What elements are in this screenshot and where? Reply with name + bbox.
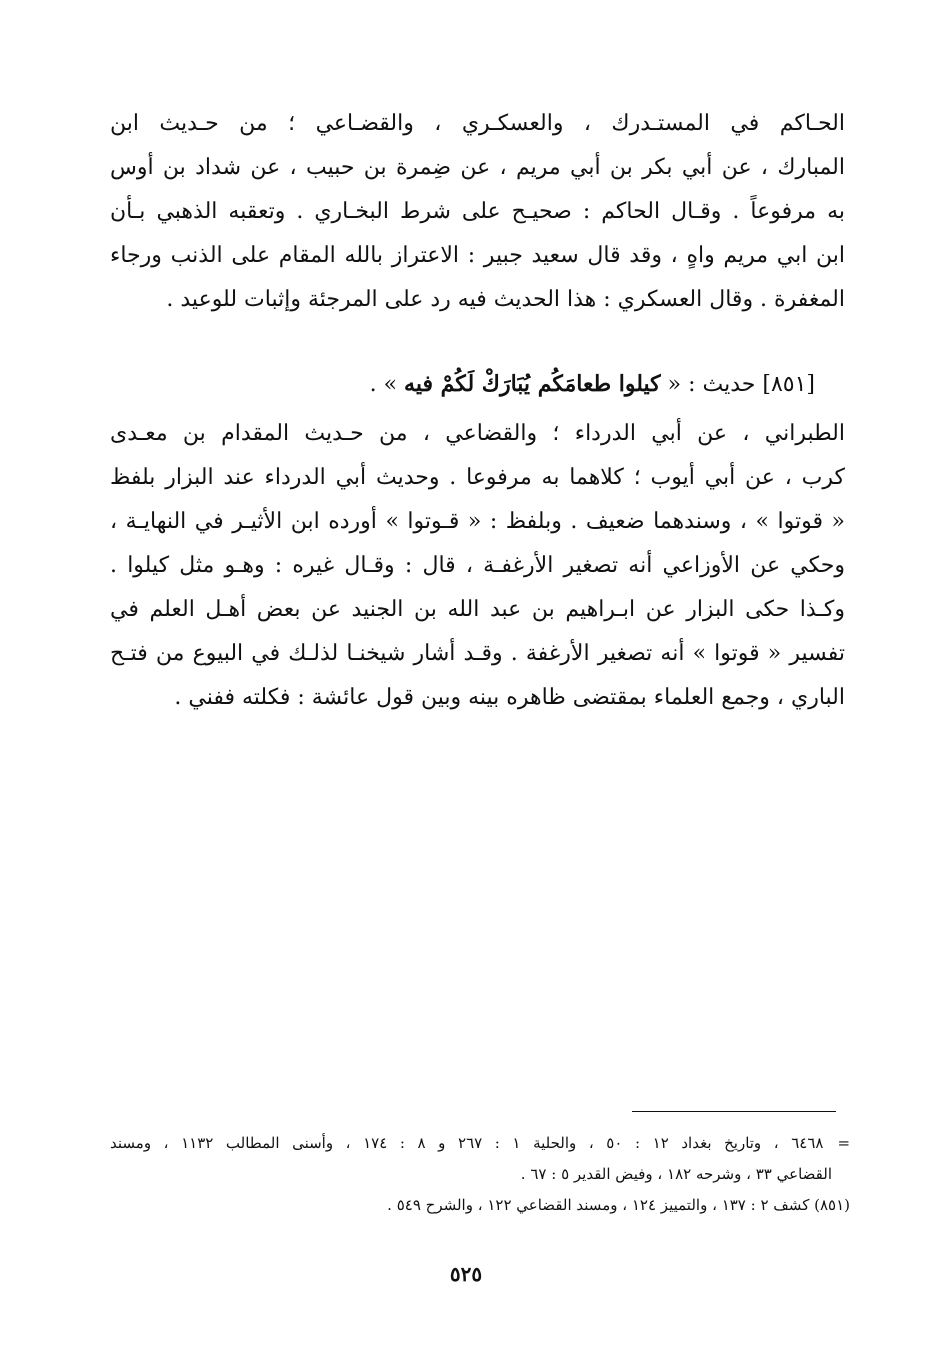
continuation-mark: = xyxy=(837,1134,850,1152)
text-line: تفسير « قوتوا » أنه تصغير الأرغفة . وقـد أشار شيخنـا لذلـك في البيوع من فتـح xyxy=(110,641,845,666)
footnotes xyxy=(110,1128,850,1221)
text-line: ابن ابي مريم واهٍ ، وقد قال سعيد جبير : الاعتراز بالله المقام على الذنب ورجاء xyxy=(110,243,845,268)
text-line: الحـاكم في المستـدرك ، والعسكـري ، والقضـاعي ؛ من حـديث ابن xyxy=(110,111,845,136)
hadith-closing: » . xyxy=(369,372,398,397)
footnote-divider xyxy=(632,1111,836,1112)
text-line: الطبراني ، عن أبي الدرداء ؛ والقضاعي ، من حـديث المقدام بن معـدى xyxy=(110,421,845,446)
text-line: المبارك ، عن أبي بكر بن أبي مريم ، عن ضِمرة بن حبيب ، عن شداد بن أوس xyxy=(110,155,845,180)
paragraph-continuation xyxy=(110,102,845,322)
text-line: وحكي عن الأوزاعي أنه تصغير الأرغفـة ، قال : وقـال غيره : وهـو مثل كيلوا . xyxy=(110,553,845,578)
text-line: كرب ، عن أبي أيوب ؛ كلاهما به مرفوعا . وحديث أبي الدرداء عند البزار بلفظ xyxy=(110,465,845,490)
text-line: وكـذا حكى البزار عن ابـراهيم بن عبد الله بن الجنيد عن بعض أهـل العلم في xyxy=(110,597,845,622)
text-line: المغفرة . وقال العسكري : هذا الحديث فيه رد على المرجئة وإثبات للوعيد . xyxy=(166,287,845,312)
hadith-heading xyxy=(110,362,815,406)
footnote-line: (٨٥١) كشف ٢ : ١٣٧ ، والتمييز ١٢٤ ، ومسند القضاعي ١٢٢ ، والشرح ٥٤٩ . xyxy=(387,1196,850,1214)
hadith-text: كيلوا طعامَكُم يُبَارَكْ لَكُمْ فيه xyxy=(404,371,661,397)
footnote-text: ٦٤٦٨ ، وتاريخ بغداد ١٢ : ٥٠ ، والحلية ١ : ٢٦٧ و ٨ : ١٧٤ ، وأسنى المطالب ١١٣٢ ، ومسند xyxy=(110,1134,824,1152)
paragraph-commentary xyxy=(110,412,845,720)
hadith-number: [٨٥١] xyxy=(762,372,815,397)
text-line: الباري ، وجمع العلماء بمقتضى ظاهره بينه وبين قول عائشة : فكلته ففني . xyxy=(174,685,845,710)
text-line: به مرفوعاً . وقـال الحاكم : صحيـح على شرط البخـاري . وتعقبه الذهبي بـأن xyxy=(110,199,845,224)
hadith-label: حديث : « xyxy=(667,372,756,397)
page-number: ٥٢٥ xyxy=(449,1262,483,1286)
footnote-line: القضاعي ٣٣ ، وشرحه ١٨٢ ، وفيض القدير ٥ : ٦٧ . xyxy=(520,1165,832,1183)
footnote-line xyxy=(110,1128,850,1159)
text-line: « قوتوا » ، وسندهما ضعيف . وبلفظ : « قـوتوا » أورده ابن الأثيـر في النهايـة ، xyxy=(110,509,845,534)
